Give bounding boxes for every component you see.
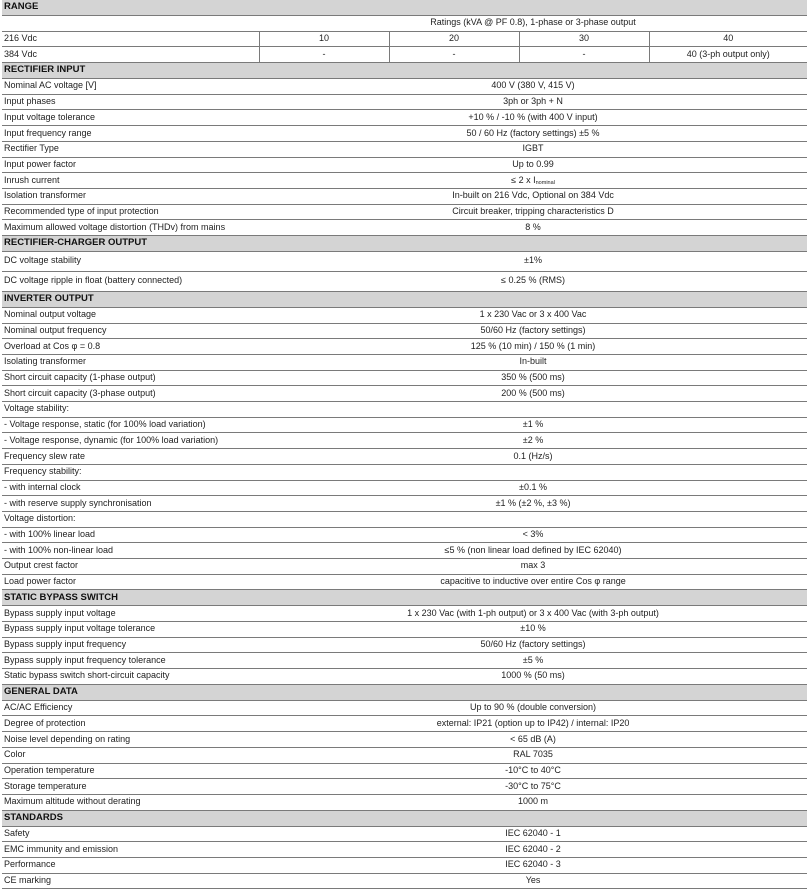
spec-row [2,873,807,889]
specifications-table [2,0,807,889]
spec-value: IEC 62040 - 2 [259,842,807,858]
spec-label: Voltage distortion: [2,511,259,527]
spec-value: 400 V (380 V, 415 V) [259,79,807,95]
ratings-header-row [2,16,807,32]
specifications-body [2,0,807,889]
row-label: 216 Vdc [2,31,259,47]
spec-label: - with 100% non-linear load [2,543,259,559]
spec-value [259,402,807,418]
section-title: STATIC BYPASS SWITCH [2,590,807,606]
spec-label: Isolating transformer [2,355,259,371]
spec-row [2,141,807,157]
rating-cell: 40 [649,31,807,47]
spec-value: -10°C to 40°C [259,763,807,779]
spec-row [2,110,807,126]
spec-label: Operation temperature [2,763,259,779]
spec-row [2,433,807,449]
spec-value: ±5 % [259,653,807,669]
spec-label: - Voltage response, static (for 100% load variation) [2,417,259,433]
spec-value: 1 x 230 Vac (with 1-ph output) or 3 x 400 Vac (with 3-ph output) [259,606,807,622]
spec-value: capacitive to inductive over entire Cos φ range [259,574,807,590]
spec-value: Yes [259,873,807,889]
spec-row [2,732,807,748]
spec-value: 50/60 Hz (factory settings) [259,323,807,339]
spec-row [2,574,807,590]
section-title: RECTIFIER-CHARGER OUTPUT [2,235,807,251]
spec-value: IEC 62040 - 3 [259,857,807,873]
spec-label: Nominal output voltage [2,307,259,323]
spec-label: Input frequency range [2,126,259,142]
spec-label: Bypass supply input frequency [2,637,259,653]
spec-value [259,464,807,480]
rating-cell: 40 (3-ph output only) [649,47,807,63]
section-title: RECTIFIER INPUT [2,63,807,79]
spec-row [2,271,807,291]
section-title: STANDARDS [2,810,807,826]
spec-label: Voltage stability: [2,402,259,418]
spec-label: Maximum allowed voltage distortion (THDv) from mains [2,220,259,236]
range-row-384vdc [2,47,807,63]
spec-value: max 3 [259,558,807,574]
spec-row [2,794,807,810]
range-row-216vdc [2,31,807,47]
section-header-range [2,0,807,16]
spec-value: 8 % [259,220,807,236]
spec-label: Rectifier Type [2,141,259,157]
spec-value: IEC 62040 - 1 [259,826,807,842]
spec-value: ≤5 % (non linear load defined by IEC 62040) [259,543,807,559]
spec-value: 200 % (500 ms) [259,386,807,402]
spec-row [2,157,807,173]
spec-row [2,386,807,402]
rating-cell: - [519,47,649,63]
spec-row [2,449,807,465]
spec-row [2,826,807,842]
spec-row [2,480,807,496]
spec-value: 1 x 230 Vac or 3 x 400 Vac [259,307,807,323]
spec-row [2,606,807,622]
spec-row [2,323,807,339]
spec-row [2,653,807,669]
spec-label: EMC immunity and emission [2,842,259,858]
spec-label: Static bypass switch short-circuit capacity [2,669,259,685]
spec-row [2,716,807,732]
rating-cell: - [389,47,519,63]
spec-row [2,126,807,142]
spec-label: Performance [2,857,259,873]
rating-cell: - [259,47,389,63]
spec-label: Bypass supply input voltage tolerance [2,622,259,638]
spec-row [2,779,807,795]
spec-label: Isolation transformer [2,188,259,204]
spec-row [2,220,807,236]
spec-row [2,747,807,763]
spec-row [2,307,807,323]
spec-label: Storage temperature [2,779,259,795]
spec-value: ±1 % [259,417,807,433]
spec-value [259,173,807,189]
spec-label: - with internal clock [2,480,259,496]
spec-value: +10 % / -10 % (with 400 V input) [259,110,807,126]
spec-value: Up to 0.99 [259,157,807,173]
spec-label: Output crest factor [2,558,259,574]
spec-value: In-built [259,355,807,371]
spec-row [2,511,807,527]
spec-value: IGBT [259,141,807,157]
spec-label: Recommended type of input protection [2,204,259,220]
spec-value [259,511,807,527]
ratings-spacer [2,16,259,32]
spec-row [2,417,807,433]
section-header [2,63,807,79]
spec-value: 50/60 Hz (factory settings) [259,637,807,653]
spec-label: - with 100% linear load [2,527,259,543]
row-label: 384 Vdc [2,47,259,63]
section-header [2,810,807,826]
spec-row [2,842,807,858]
spec-row [2,204,807,220]
spec-label: Frequency stability: [2,464,259,480]
spec-label: Input voltage tolerance [2,110,259,126]
spec-value: < 65 dB (A) [259,732,807,748]
spec-value: In-built on 216 Vdc, Optional on 384 Vdc [259,188,807,204]
spec-row [2,637,807,653]
spec-label: DC voltage stability [2,251,259,271]
spec-label: Nominal AC voltage [V] [2,79,259,95]
spec-value-text: ≤ 2 x I [511,174,536,185]
spec-value: RAL 7035 [259,747,807,763]
spec-row [2,669,807,685]
spec-label: Degree of protection [2,716,259,732]
spec-label: Bypass supply input voltage [2,606,259,622]
section-header [2,291,807,307]
spec-row [2,79,807,95]
spec-label: Overload at Cos φ = 0.8 [2,339,259,355]
spec-label: Maximum altitude without derating [2,794,259,810]
spec-value-subscript: nominal [535,179,555,186]
spec-value: 350 % (500 ms) [259,370,807,386]
spec-row [2,700,807,716]
spec-value: ±1 % (±2 %, ±3 %) [259,496,807,512]
spec-value: -30°C to 75°C [259,779,807,795]
spec-row [2,857,807,873]
spec-label: Noise level depending on rating [2,732,259,748]
spec-label: AC/AC Efficiency [2,700,259,716]
ratings-label: Ratings (kVA @ PF 0.8), 1-phase or 3-phase output [259,16,807,32]
spec-label: Bypass supply input frequency tolerance [2,653,259,669]
spec-value: 125 % (10 min) / 150 % (1 min) [259,339,807,355]
spec-value: ≤ 0.25 % (RMS) [259,271,807,291]
spec-row [2,251,807,271]
spec-value: 3ph or 3ph + N [259,94,807,110]
spec-value: < 3% [259,527,807,543]
spec-label: Input power factor [2,157,259,173]
section-header [2,235,807,251]
spec-row [2,622,807,638]
spec-value: ±10 % [259,622,807,638]
spec-label: - with reserve supply synchronisation [2,496,259,512]
spec-label: Safety [2,826,259,842]
spec-row [2,543,807,559]
spec-label: Color [2,747,259,763]
spec-value: ±2 % [259,433,807,449]
spec-label: - Voltage response, dynamic (for 100% load variation) [2,433,259,449]
spec-value: external: IP21 (option up to IP42) / internal: IP20 [259,716,807,732]
rating-cell: 30 [519,31,649,47]
spec-row [2,370,807,386]
spec-row [2,558,807,574]
section-header [2,684,807,700]
spec-row [2,402,807,418]
spec-value: 0.1 (Hz/s) [259,449,807,465]
spec-label: Short circuit capacity (3-phase output) [2,386,259,402]
spec-label: Nominal output frequency [2,323,259,339]
spec-value: 1000 % (50 ms) [259,669,807,685]
spec-value: 1000 m [259,794,807,810]
spec-row [2,527,807,543]
spec-value: Up to 90 % (double conversion) [259,700,807,716]
spec-label: Short circuit capacity (1-phase output) [2,370,259,386]
spec-label: Frequency slew rate [2,449,259,465]
spec-row [2,464,807,480]
spec-label: Input phases [2,94,259,110]
spec-value: 50 / 60 Hz (factory settings) ±5 % [259,126,807,142]
spec-label: DC voltage ripple in float (battery connected) [2,271,259,291]
rating-cell: 20 [389,31,519,47]
spec-row [2,94,807,110]
spec-row [2,188,807,204]
spec-row [2,173,807,189]
spec-label: Inrush current [2,173,259,189]
rating-cell: 10 [259,31,389,47]
section-title: RANGE [2,0,807,16]
spec-row [2,355,807,371]
spec-value: ±1% [259,251,807,271]
spec-label: CE marking [2,873,259,889]
section-header [2,590,807,606]
spec-label: Load power factor [2,574,259,590]
section-title: GENERAL DATA [2,684,807,700]
spec-row [2,339,807,355]
spec-row [2,496,807,512]
spec-value: Circuit breaker, tripping characteristics D [259,204,807,220]
spec-value: ±0.1 % [259,480,807,496]
section-title: INVERTER OUTPUT [2,291,807,307]
spec-row [2,763,807,779]
